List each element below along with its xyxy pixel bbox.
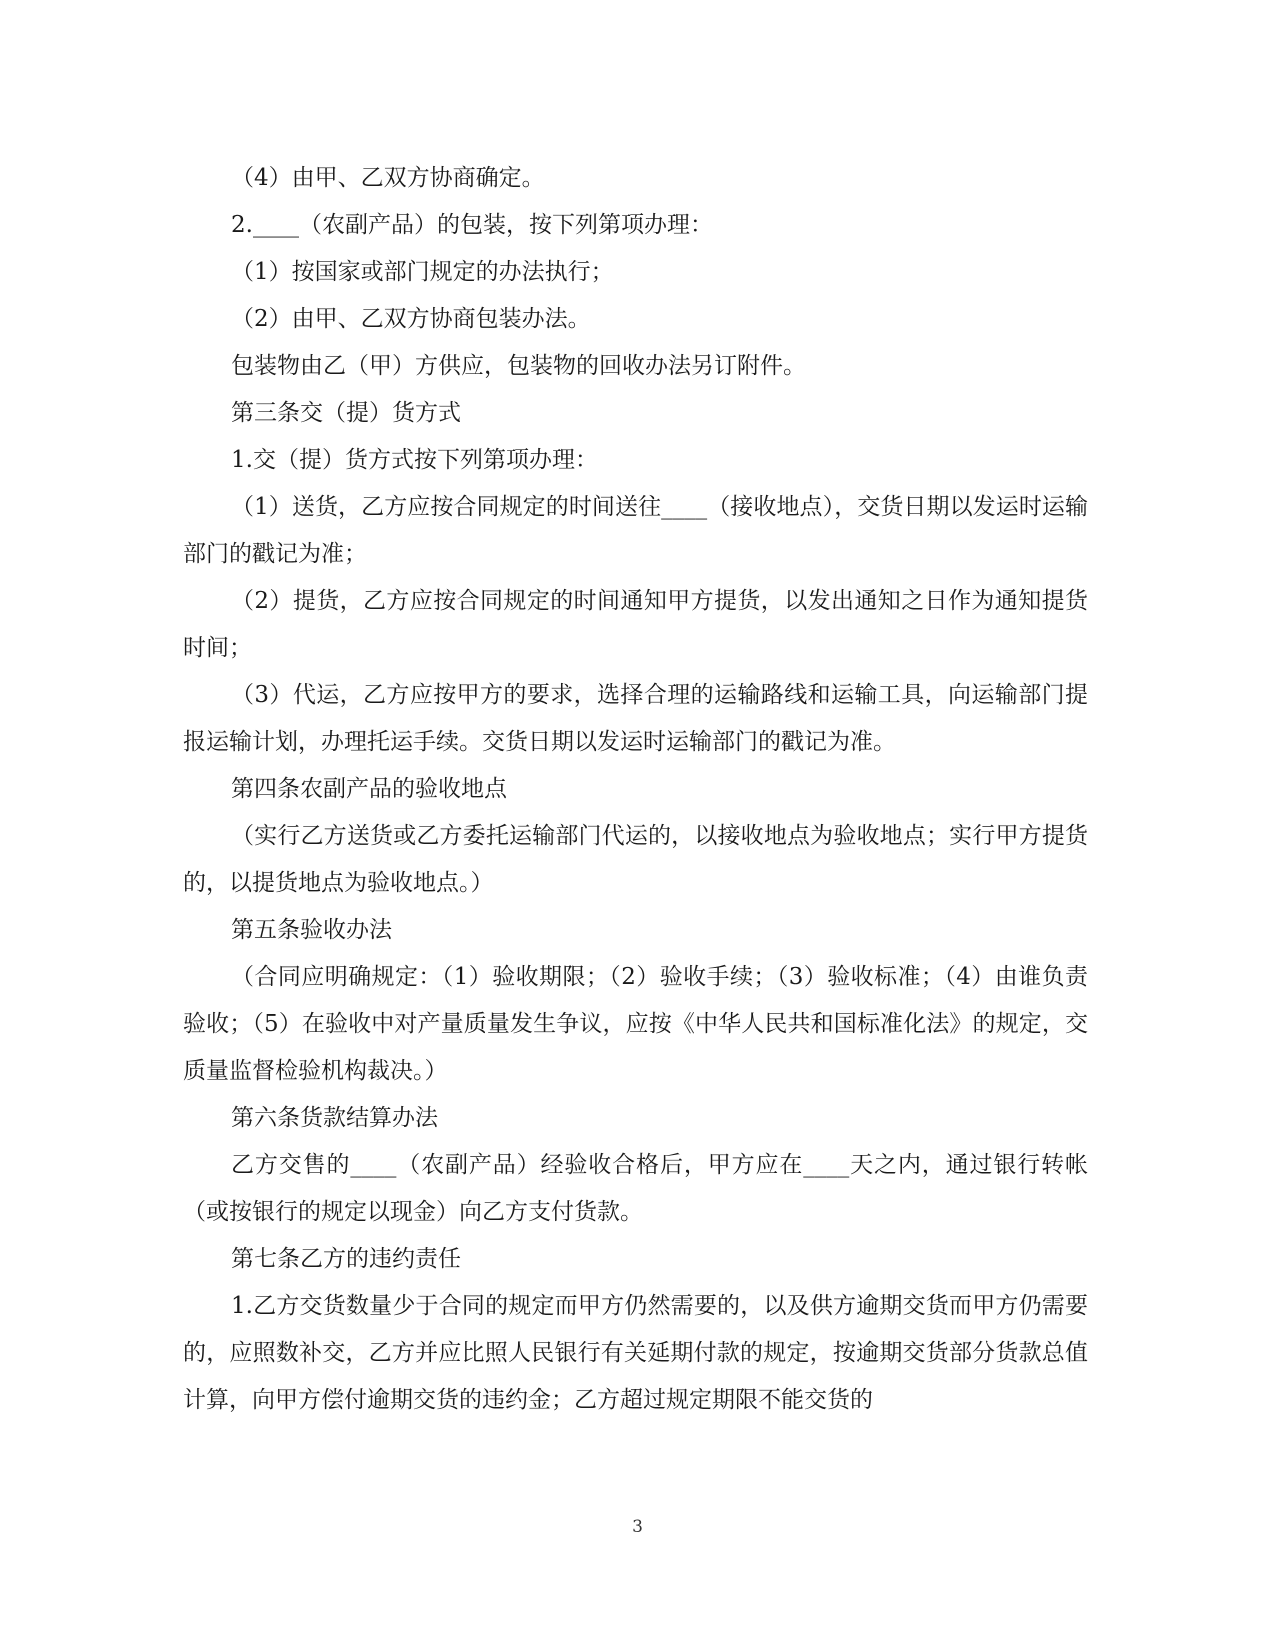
paragraph: 乙方交售的____（农副产品）经验收合格后，甲方应在____天之内，通过银行转帐（或按银行的规定以现金）向乙方支付货款。	[183, 1152, 1088, 1225]
paragraph: （4）由甲、乙双方协商确定。	[231, 165, 545, 191]
section-heading: 第四条农副产品的验收地点	[231, 776, 507, 802]
section-heading: 第五条验收办法	[231, 917, 392, 943]
section-heading: 第七条乙方的违约责任	[231, 1246, 461, 1272]
paragraph: （实行乙方送货或乙方委托运输部门代运的，以接收地点为验收地点；实行甲方提货的，以提货地点为验收地点。）	[183, 823, 1088, 896]
paragraph: 1.交（提）货方式按下列第项办理：	[231, 447, 598, 473]
paragraph: 1.乙方交货数量少于合同的规定而甲方仍然需要的，以及供方逾期交货而甲方仍需要的，应照数补交，乙方并应比照人民银行有关延期付款的规定，按逾期交货部分货款总值计算，向甲方偿付逾期交货的违约金；乙方超过规定期限不能交货的	[183, 1293, 1088, 1413]
section-heading: 第三条交（提）货方式	[231, 400, 461, 426]
paragraph: （1）按国家或部门规定的办法执行；	[231, 259, 614, 285]
section-heading: 第六条货款结算办法	[231, 1105, 438, 1131]
page-number: 3	[632, 1517, 643, 1537]
paragraph: 2.____（农副产品）的包装，按下列第项办理：	[231, 212, 713, 238]
paragraph: （1）送货，乙方应按合同规定的时间送往____（接收地点），交货日期以发运时运输部门的戳记为准；	[183, 494, 1088, 567]
paragraph: （3）代运，乙方应按甲方的要求，选择合理的运输路线和运输工具，向运输部门提报运输计划，办理托运手续。交货日期以发运时运输部门的戳记为准。	[183, 682, 1088, 755]
paragraph: （2）由甲、乙双方协商包装办法。	[231, 306, 591, 332]
document-body	[183, 155, 1088, 1424]
paragraph: （2）提货，乙方应按合同规定的时间通知甲方提货，以发出通知之日作为通知提货时间；	[183, 588, 1088, 661]
paragraph: （合同应明确规定：（1）验收期限；（2）验收手续；（3）验收标准；（4）由谁负责验收；（5）在验收中对产量质量发生争议，应按《中华人民共和国标准化法》的规定，交质量监督检验机构裁决。）	[183, 964, 1088, 1084]
paragraph: 包装物由乙（甲）方供应，包装物的回收办法另订附件。	[231, 353, 806, 379]
